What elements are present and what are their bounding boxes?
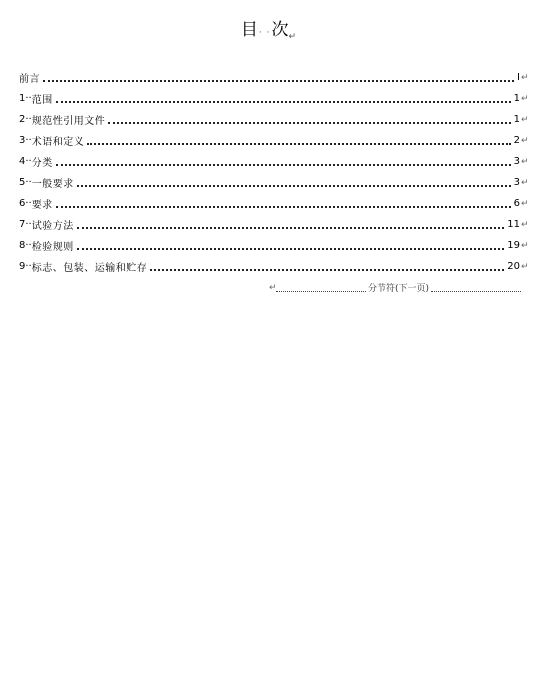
toc-entry-number: 9·· — [19, 261, 32, 272]
toc-entry-page: 2 — [513, 135, 520, 146]
paragraph-mark-icon: ↵ — [269, 282, 277, 293]
title-separator: · · — [258, 28, 271, 38]
dot-leader — [56, 205, 511, 208]
toc-entry-number: 4·· — [19, 156, 32, 167]
toc-entry-number: 2·· — [19, 114, 32, 125]
paragraph-mark-icon: ↵ — [521, 114, 529, 125]
toc-entry-number: 7·· — [19, 219, 32, 230]
toc-entry-terms[interactable] — [19, 130, 529, 151]
toc-entry-number: 1·· — [19, 93, 32, 104]
toc-entry-page: 1 — [513, 114, 520, 125]
toc-entry-foreword[interactable] — [19, 67, 529, 88]
paragraph-mark-icon: ↵ — [521, 219, 529, 230]
toc-entry-page: 1 — [513, 93, 520, 104]
toc-entry-label: 标志、包装、运输和贮存 — [31, 263, 148, 274]
toc-entry-label: 分类 — [31, 158, 53, 169]
toc-entry-general-requirements[interactable] — [19, 172, 529, 193]
toc-entry-page: 3 — [513, 177, 520, 188]
paragraph-mark-icon: ↵ — [521, 72, 529, 83]
paragraph-mark-icon: ↵ — [521, 93, 529, 104]
dot-leader — [87, 142, 510, 145]
paragraph-mark-icon: ↵ — [521, 261, 529, 272]
table-of-contents — [19, 67, 529, 277]
title-left: 目 — [240, 20, 258, 40]
toc-entry-page: I — [517, 72, 520, 83]
paragraph-mark-icon: ↵ — [521, 135, 529, 146]
section-break-next-page — [268, 281, 521, 294]
toc-entry-normative-references[interactable] — [19, 109, 529, 130]
toc-entry-label: 规范性引用文件 — [31, 116, 106, 127]
dot-leader — [56, 100, 511, 103]
section-break-label: 分节符(下一页) — [367, 284, 430, 294]
title-right: 次 — [271, 20, 289, 40]
toc-entry-inspection-rules[interactable] — [19, 235, 529, 256]
toc-entry-page: 20 — [507, 261, 520, 272]
toc-entry-page: 11 — [507, 219, 520, 230]
paragraph-mark-icon: ↵ — [521, 156, 529, 167]
toc-entry-classification[interactable] — [19, 151, 529, 172]
paragraph-mark-icon: ↵ — [521, 240, 529, 251]
toc-entry-marking-packaging[interactable] — [19, 256, 529, 277]
paragraph-mark-icon: ↵ — [521, 177, 529, 188]
toc-entry-requirements[interactable] — [19, 193, 529, 214]
section-break-line-right — [431, 290, 521, 292]
toc-entry-label: 要求 — [31, 200, 53, 211]
section-break-line-left — [276, 290, 366, 292]
toc-entry-label: 检验规则 — [31, 242, 74, 253]
dot-leader — [150, 268, 504, 271]
dot-leader — [77, 247, 505, 250]
toc-entry-test-methods[interactable] — [19, 214, 529, 235]
toc-entry-label: 一般要求 — [31, 179, 74, 190]
dot-leader — [108, 121, 510, 124]
paragraph-mark-icon: ↵ — [288, 32, 297, 42]
dot-leader — [56, 163, 511, 166]
toc-entry-label: 术语和定义 — [31, 137, 85, 148]
toc-entry-label: 范围 — [31, 95, 53, 106]
toc-entry-page: 19 — [507, 240, 520, 251]
paragraph-mark-icon: ↵ — [521, 198, 529, 209]
toc-entry-page: 6 — [513, 198, 520, 209]
toc-entry-scope[interactable] — [19, 88, 529, 109]
dot-leader — [77, 226, 505, 229]
toc-entry-number: 5·· — [19, 177, 32, 188]
dot-leader — [77, 184, 511, 187]
dot-leader — [43, 79, 514, 82]
toc-entry-label: 试验方法 — [31, 221, 74, 232]
toc-title — [0, 18, 537, 49]
toc-entry-number: 8·· — [19, 240, 32, 251]
toc-entry-label: 前言 — [19, 74, 40, 85]
toc-entry-page: 3 — [513, 156, 520, 167]
toc-entry-number: 3·· — [19, 135, 32, 146]
toc-entry-number: 6·· — [19, 198, 32, 209]
